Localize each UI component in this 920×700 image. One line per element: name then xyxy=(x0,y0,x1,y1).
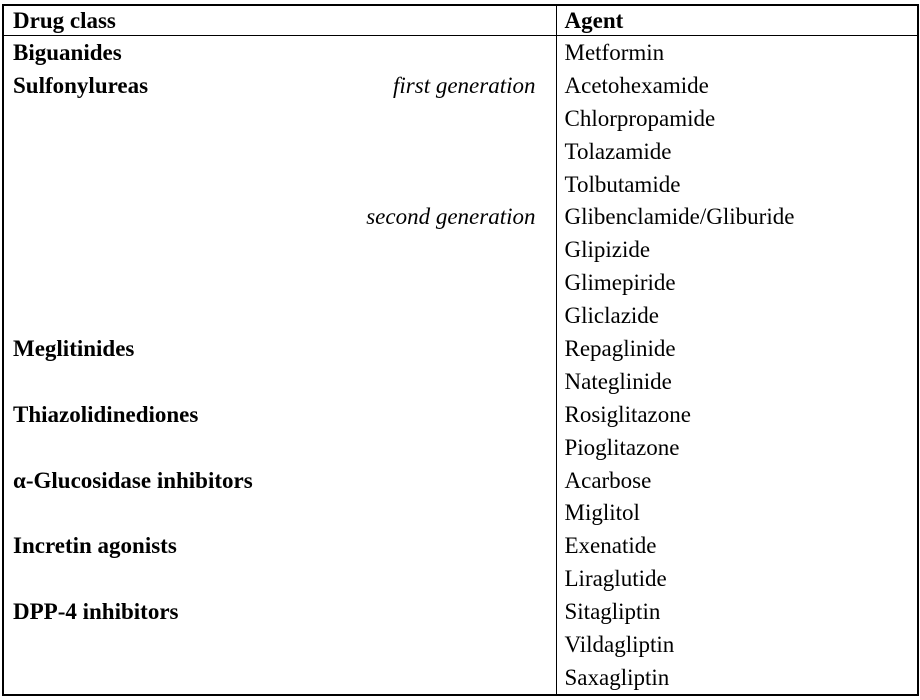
agent-cell: Miglitol xyxy=(556,496,918,529)
table-row xyxy=(3,661,918,695)
table-row xyxy=(3,135,918,168)
drug-class-cell xyxy=(3,464,556,497)
drug-class-cell xyxy=(3,135,556,168)
table-row xyxy=(3,562,918,595)
agent-cell: Glipizide xyxy=(556,233,918,266)
agent-cell: Acarbose xyxy=(556,464,918,497)
agent-cell: Glimepiride xyxy=(556,266,918,299)
drug-class-cell xyxy=(3,69,556,102)
generation-label: second generation xyxy=(366,204,536,230)
table-row xyxy=(3,365,918,398)
table-row xyxy=(3,464,918,497)
drug-class-cell xyxy=(3,365,556,398)
drug-class-cell xyxy=(3,398,556,431)
table-row xyxy=(3,233,918,266)
table-body xyxy=(3,36,918,696)
agent-cell: Glibenclamide/Gliburide xyxy=(556,200,918,233)
agent-cell: Tolazamide xyxy=(556,135,918,168)
table-row xyxy=(3,398,918,431)
drug-class-cell xyxy=(3,266,556,299)
table-row xyxy=(3,69,918,102)
table-row xyxy=(3,332,918,365)
drug-class-name: Thiazolidinediones xyxy=(13,401,199,427)
table-header-row xyxy=(3,5,918,36)
agent-cell: Vildagliptin xyxy=(556,628,918,661)
drug-class-cell xyxy=(3,661,556,695)
agent-cell: Nateglinide xyxy=(556,365,918,398)
header-agent: Agent xyxy=(556,5,918,36)
drug-class-cell xyxy=(3,233,556,266)
drug-class-name: Sulfonylureas xyxy=(13,72,149,98)
table-row xyxy=(3,529,918,562)
table-row xyxy=(3,595,918,628)
drug-class-name: Meglitinides xyxy=(13,335,135,361)
table-row xyxy=(3,299,918,332)
generation-label: first generation xyxy=(393,72,536,98)
drug-class-cell xyxy=(3,529,556,562)
drug-class-cell xyxy=(3,595,556,628)
drug-class-cell xyxy=(3,102,556,135)
agent-cell: Chlorpropamide xyxy=(556,102,918,135)
drug-class-cell xyxy=(3,168,556,201)
agent-cell: Sitagliptin xyxy=(556,595,918,628)
drug-class-cell xyxy=(3,36,556,69)
drug-class-cell xyxy=(3,200,556,233)
agent-cell: Acetohexamide xyxy=(556,69,918,102)
table-row xyxy=(3,628,918,661)
drug-class-name: α-Glucosidase inhibitors xyxy=(13,467,253,493)
agent-cell: Saxagliptin xyxy=(556,661,918,695)
agent-cell: Tolbutamide xyxy=(556,168,918,201)
table-row xyxy=(3,496,918,529)
table-row xyxy=(3,200,918,233)
table-row xyxy=(3,266,918,299)
agent-cell: Pioglitazone xyxy=(556,431,918,464)
agent-cell: Gliclazide xyxy=(556,299,918,332)
agent-cell: Liraglutide xyxy=(556,562,918,595)
drug-class-cell xyxy=(3,299,556,332)
agent-cell: Exenatide xyxy=(556,529,918,562)
drug-class-name: Biguanides xyxy=(13,39,122,65)
table-row xyxy=(3,431,918,464)
drug-class-cell xyxy=(3,332,556,365)
drug-class-name: DPP-4 inhibitors xyxy=(13,599,179,625)
agent-cell: Rosiglitazone xyxy=(556,398,918,431)
drug-class-cell xyxy=(3,562,556,595)
agent-cell: Repaglinide xyxy=(556,332,918,365)
table-row xyxy=(3,168,918,201)
table-row xyxy=(3,102,918,135)
header-drug-class: Drug class xyxy=(3,5,556,36)
drug-class-name: Incretin agonists xyxy=(13,533,177,559)
drug-class-cell xyxy=(3,496,556,529)
table-row xyxy=(3,36,918,69)
drug-class-table xyxy=(2,4,919,696)
drug-class-cell xyxy=(3,431,556,464)
agent-cell: Metformin xyxy=(556,36,918,69)
drug-class-cell xyxy=(3,628,556,661)
